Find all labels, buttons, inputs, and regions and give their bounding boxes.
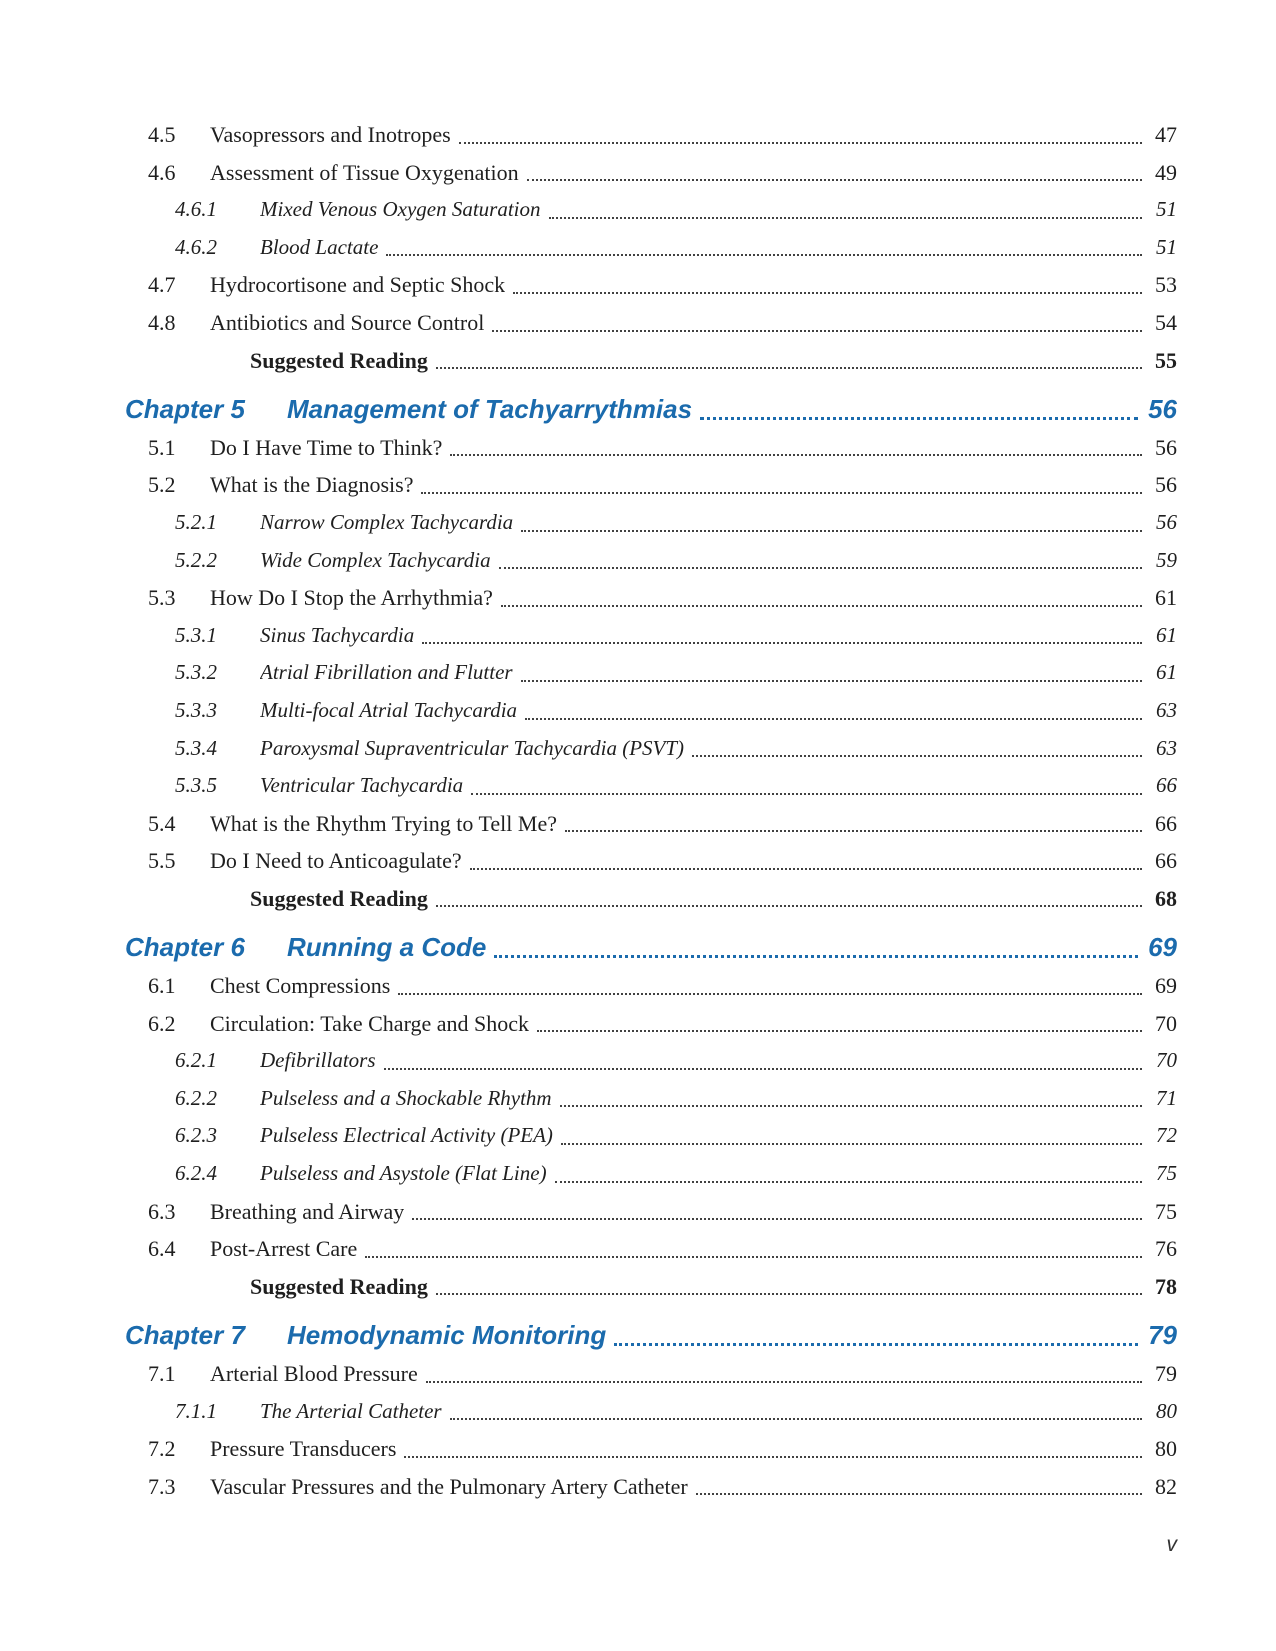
entry-title: Do I Have Time to Think? (210, 434, 443, 460)
toc-entry-5-4 (0, 805, 1276, 843)
entry-page-number: 82 (1155, 1473, 1177, 1499)
toc-entry-suggested-reading-6 (0, 342, 1276, 380)
toc-entry-6-2-4 (0, 1155, 1276, 1193)
entry-number: 4.7 (148, 272, 176, 298)
entry-number: 5.3.3 (175, 697, 217, 722)
entry-page-number: 76 (1155, 1236, 1177, 1262)
entry-page-number: 63 (1156, 697, 1177, 722)
toc-entry-6-2-1 (0, 1042, 1276, 1080)
toc-entry-5-2 (0, 466, 1276, 504)
entry-number: 4.5 (148, 122, 176, 147)
toc-entry-7-1-1 (0, 1393, 1276, 1431)
toc-entry-4-5 (0, 116, 1276, 154)
entry-number: 4.6.2 (175, 234, 217, 259)
dot-leader (555, 1181, 1142, 1183)
entry-page-number: 54 (1155, 309, 1177, 335)
entry-number: 6.3 (148, 1198, 176, 1224)
entry-page-number: 53 (1155, 272, 1177, 298)
dot-leader (525, 718, 1142, 720)
toc-entry-4-6 (0, 154, 1276, 192)
dot-leader (513, 292, 1142, 294)
entry-number: 6.2.1 (175, 1048, 217, 1073)
entry-number: Chapter 5 (125, 394, 245, 425)
entry-page-number: 69 (1148, 932, 1177, 963)
entry-number: 5.2.2 (175, 547, 217, 572)
entry-title: Suggested Reading (250, 1273, 428, 1299)
entry-number: 7.3 (148, 1473, 176, 1499)
dot-leader (436, 905, 1142, 907)
dot-leader (561, 1143, 1142, 1145)
toc-entry-5-3-3 (0, 692, 1276, 730)
entry-page-number: 70 (1156, 1048, 1177, 1073)
page-folio: v (1166, 1533, 1177, 1556)
dot-leader (537, 1030, 1142, 1032)
toc-entry-chapter-5 (0, 391, 1276, 429)
entry-number: 5.5 (148, 848, 176, 874)
entry-page-number: 79 (1148, 1320, 1177, 1351)
dot-leader (501, 605, 1142, 607)
dot-leader (365, 1256, 1142, 1258)
dot-leader (692, 755, 1142, 757)
entry-title: Sinus Tachycardia (260, 622, 415, 647)
entry-title: Management of Tachyarrythmias (287, 394, 693, 425)
entry-number: 7.2 (148, 1436, 176, 1462)
dot-leader (549, 217, 1142, 219)
entry-number: 5.2.1 (175, 509, 217, 534)
toc-entry-5-3-4 (0, 730, 1276, 768)
entry-number: 4.6 (148, 159, 176, 185)
toc-entry-4-6-2 (0, 229, 1276, 267)
entry-number: 5.3 (148, 585, 176, 611)
dot-leader (494, 955, 1138, 958)
entry-page-number: 71 (1156, 1085, 1177, 1110)
entry-number: Chapter 7 (125, 1320, 245, 1351)
entry-title: Multi-focal Atrial Tachycardia (260, 697, 518, 722)
entry-number: 6.2.3 (175, 1123, 217, 1148)
toc-entry-7-1 (0, 1355, 1276, 1393)
entry-title: Ventricular Tachycardia (260, 773, 464, 798)
toc-entry-5-3-1 (0, 617, 1276, 655)
entry-page-number: 72 (1156, 1123, 1177, 1148)
dot-leader (565, 830, 1142, 832)
entry-title: Hydrocortisone and Septic Shock (210, 272, 506, 298)
dot-leader (422, 642, 1142, 644)
toc-entry-5-2-2 (0, 542, 1276, 580)
toc-entry-4-6-1 (0, 191, 1276, 229)
entry-number: 6.2 (148, 1010, 176, 1036)
dot-leader (436, 367, 1142, 369)
entry-page-number: 63 (1156, 735, 1177, 760)
entry-title: Assessment of Tissue Oxygenation (210, 159, 519, 185)
entry-title: Pulseless and Asystole (Flat Line) (260, 1161, 547, 1186)
entry-number: 5.4 (148, 810, 176, 836)
entry-page-number: 61 (1156, 622, 1177, 647)
dot-leader (426, 1381, 1142, 1383)
entry-title: Mixed Venous Oxygen Saturation (260, 197, 541, 222)
entry-page-number: 61 (1156, 660, 1177, 685)
toc-entry-4-7 (0, 266, 1276, 304)
dot-leader (527, 179, 1142, 181)
entry-page-number: 66 (1155, 848, 1177, 874)
entry-page-number: 70 (1155, 1010, 1177, 1036)
toc-entry-6-2-3 (0, 1117, 1276, 1155)
toc-entry-6-1 (0, 967, 1276, 1005)
entry-page-number: 59 (1156, 547, 1177, 572)
entry-title: Suggested Reading (250, 347, 428, 373)
entry-page-number: 80 (1155, 1436, 1177, 1462)
dot-leader (700, 417, 1138, 420)
entry-number: 5.3.5 (175, 773, 217, 798)
dot-leader (471, 793, 1142, 795)
entry-title: Pulseless Electrical Activity (PEA) (260, 1123, 553, 1148)
entry-title: Hemodynamic Monitoring (287, 1320, 607, 1351)
entry-number: 4.6.1 (175, 197, 217, 222)
entry-number: 6.1 (148, 973, 176, 999)
entry-title: What is the Diagnosis? (210, 472, 414, 498)
entry-number: 6.4 (148, 1236, 176, 1262)
entry-page-number: 66 (1156, 773, 1177, 798)
entry-title: Antibiotics and Source Control (210, 309, 485, 335)
entry-title: Pulseless and a Shockable Rhythm (260, 1085, 552, 1110)
entry-page-number: 55 (1155, 347, 1177, 373)
entry-title: Do I Need to Anticoagulate? (210, 848, 462, 874)
entry-page-number: 51 (1156, 234, 1177, 259)
toc-entry-5-3 (0, 579, 1276, 617)
toc-entry-5-3-5 (0, 767, 1276, 805)
entry-title: Narrow Complex Tachycardia (260, 509, 514, 534)
dot-leader (436, 1293, 1142, 1295)
entry-number: 6.2.4 (175, 1161, 217, 1186)
toc-entry-suggested-reading-30 (0, 1268, 1276, 1306)
dot-leader (384, 1068, 1142, 1070)
toc-list (0, 116, 1276, 1505)
entry-page-number: 66 (1155, 810, 1177, 836)
entry-number: 5.2 (148, 472, 176, 498)
entry-title: Atrial Fibrillation and Flutter (260, 660, 513, 685)
entry-number: 4.8 (148, 309, 176, 335)
entry-title: Breathing and Airway (210, 1198, 405, 1224)
dot-leader (614, 1343, 1138, 1346)
toc-entry-chapter-7 (0, 1317, 1276, 1355)
toc-entry-5-1 (0, 429, 1276, 467)
entry-title: Running a Code (287, 932, 487, 963)
toc-entry-5-3-2 (0, 654, 1276, 692)
entry-page-number: 68 (1155, 885, 1177, 911)
entry-number: 5.3.1 (175, 622, 217, 647)
entry-page-number: 56 (1155, 472, 1177, 498)
dot-leader (470, 868, 1142, 870)
dot-leader (386, 254, 1142, 256)
entry-number: 7.1 (148, 1361, 176, 1386)
toc-entry-6-3 (0, 1193, 1276, 1231)
entry-number: 5.3.2 (175, 660, 217, 685)
toc-entry-5-2-1 (0, 504, 1276, 542)
toc-entry-suggested-reading-20 (0, 880, 1276, 918)
toc-entry-chapter-6 (0, 929, 1276, 967)
dot-leader (492, 330, 1142, 332)
toc-entry-4-8 (0, 304, 1276, 342)
entry-page-number: 79 (1155, 1361, 1177, 1386)
dot-leader (521, 530, 1142, 532)
toc-entry-7-2 (0, 1430, 1276, 1468)
entry-title: Blood Lactate (260, 234, 379, 259)
dot-leader (560, 1105, 1142, 1107)
entry-page-number: 80 (1156, 1398, 1177, 1423)
entry-title: Pressure Transducers (210, 1436, 397, 1462)
dot-leader (421, 492, 1142, 494)
dot-leader (450, 1418, 1142, 1420)
entry-page-number: 75 (1156, 1161, 1177, 1186)
toc-entry-6-2 (0, 1005, 1276, 1043)
entry-title: Vasopressors and Inotropes (210, 122, 451, 147)
entry-title: How Do I Stop the Arrhythmia? (210, 585, 493, 611)
dot-leader (696, 1493, 1142, 1495)
dot-leader (450, 454, 1142, 456)
entry-title: Vascular Pressures and the Pulmonary Artery Catheter (210, 1473, 688, 1499)
dot-leader (404, 1456, 1142, 1458)
dot-leader (412, 1218, 1142, 1220)
dot-leader (459, 142, 1142, 144)
dot-leader (521, 680, 1142, 682)
toc-entry-7-3 (0, 1468, 1276, 1506)
dot-leader (398, 993, 1142, 995)
entry-number: 6.2.2 (175, 1085, 217, 1110)
entry-page-number: 56 (1156, 509, 1177, 534)
entry-page-number: 51 (1156, 197, 1177, 222)
entry-page-number: 75 (1155, 1198, 1177, 1224)
entry-number: 5.1 (148, 434, 176, 460)
entry-title: Wide Complex Tachycardia (260, 547, 491, 572)
entry-number: Chapter 6 (125, 932, 245, 963)
entry-title: Circulation: Take Charge and Shock (210, 1010, 530, 1036)
entry-number: 7.1.1 (175, 1398, 217, 1423)
entry-title: What is the Rhythm Trying to Tell Me? (210, 810, 557, 836)
toc-entry-6-4 (0, 1230, 1276, 1268)
entry-page-number: 78 (1155, 1273, 1177, 1299)
dot-leader (499, 567, 1142, 569)
entry-title: Post-Arrest Care (210, 1236, 358, 1262)
entry-page-number: 69 (1155, 973, 1177, 999)
entry-number: 5.3.4 (175, 735, 217, 760)
entry-title: Chest Compressions (210, 973, 391, 999)
entry-page-number: 56 (1155, 434, 1177, 460)
entry-title: Paroxysmal Supraventricular Tachycardia (PSVT) (260, 735, 685, 760)
entry-page-number: 61 (1155, 585, 1177, 611)
toc-entry-6-2-2 (0, 1080, 1276, 1118)
entry-page-number: 47 (1155, 122, 1177, 147)
entry-title: Defibrillators (260, 1048, 376, 1073)
entry-title: The Arterial Catheter (260, 1398, 442, 1423)
toc-entry-5-5 (0, 842, 1276, 880)
entry-page-number: 56 (1148, 394, 1177, 425)
entry-title: Arterial Blood Pressure (210, 1361, 418, 1386)
entry-page-number: 49 (1155, 159, 1177, 185)
entry-title: Suggested Reading (250, 885, 428, 911)
